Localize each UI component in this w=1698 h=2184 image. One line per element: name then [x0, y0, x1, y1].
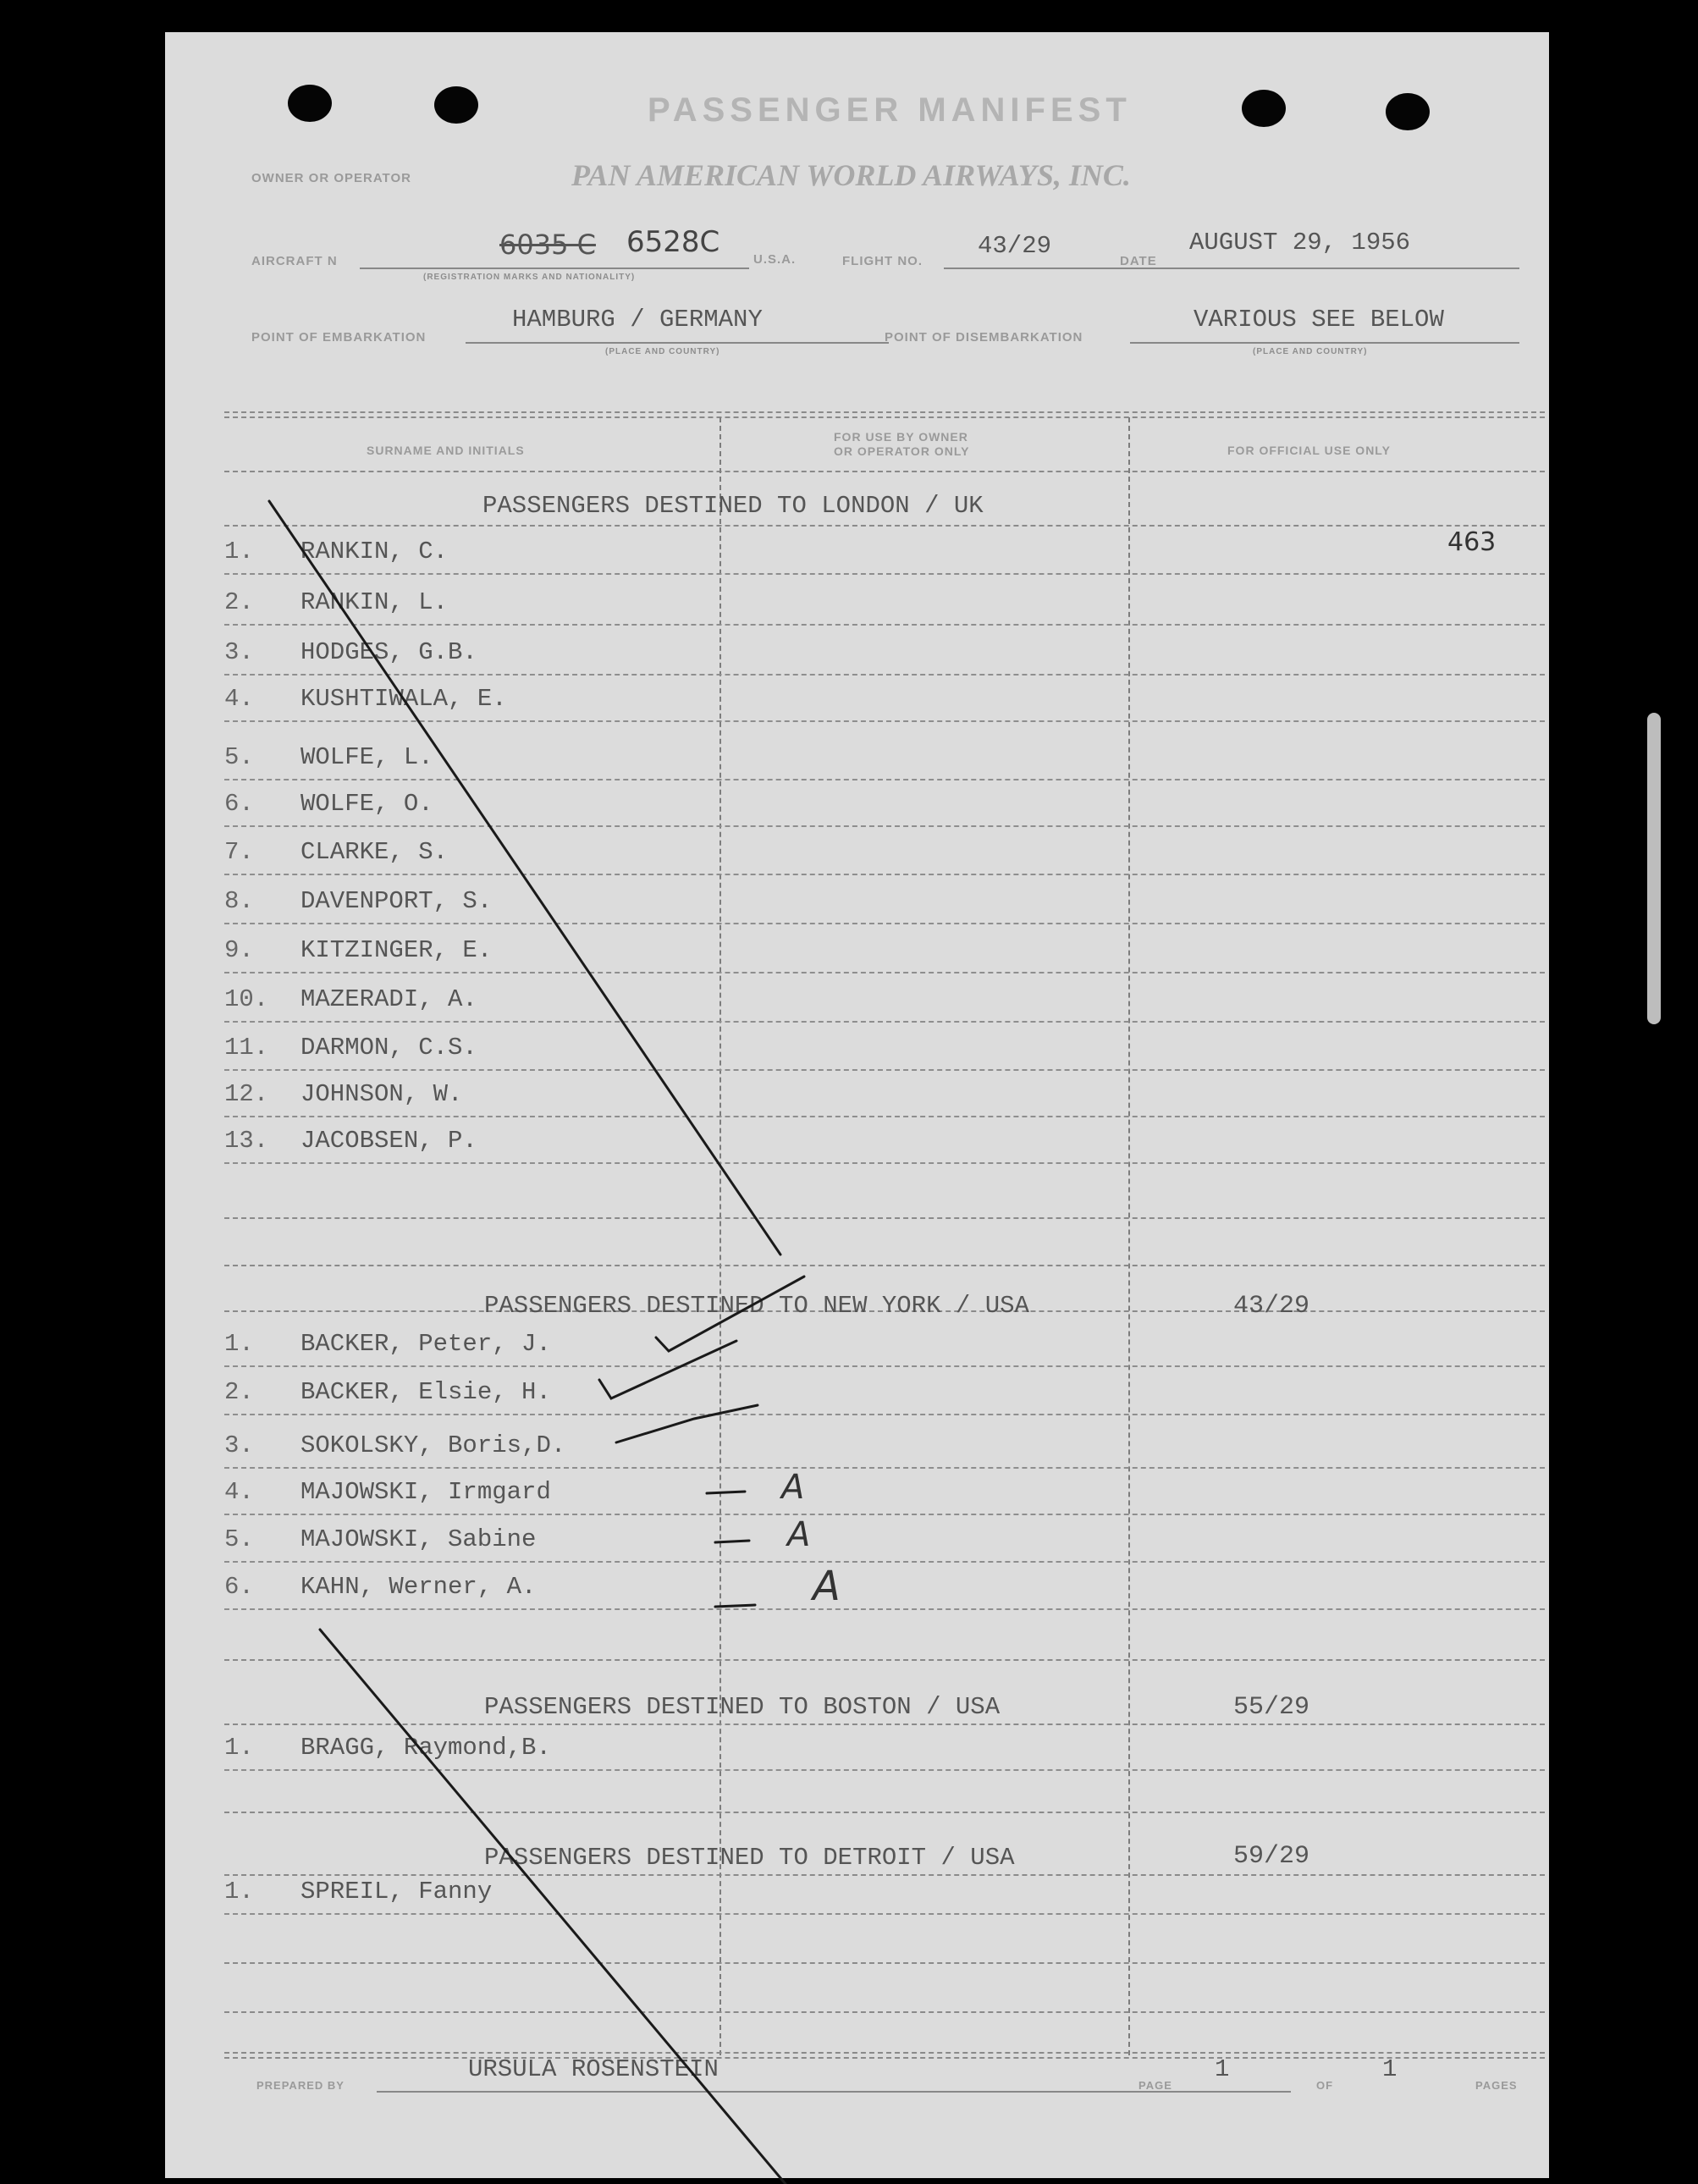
- section-title-newyork: PASSENGERS DESTINED TO NEW YORK / USA: [484, 1292, 1029, 1320]
- row-number: 5.: [224, 743, 254, 771]
- aircraft-struck: 6035 C: [499, 229, 596, 261]
- prepared-label: PREPARED BY: [256, 2079, 345, 2092]
- passenger-name: BRAGG, Raymond,B.: [300, 1734, 551, 1762]
- row-number: 2.: [224, 588, 254, 616]
- embark-value: HAMBURG / GERMANY: [512, 306, 763, 334]
- embark-label: POINT OF EMBARKATION: [251, 330, 427, 345]
- disembark-value: VARIOUS SEE BELOW: [1194, 306, 1444, 334]
- col-official-header: FOR OFFICIAL USE ONLY: [1227, 444, 1391, 457]
- col-owner-header-2: OR OPERATOR ONLY: [834, 444, 970, 458]
- passenger-name: JACOBSEN, P.: [300, 1127, 477, 1155]
- handwritten-mark: A: [787, 1515, 811, 1554]
- aircraft-value: 6528C: [626, 225, 720, 259]
- prepared-value: URSULA ROSENSTEIN: [468, 2055, 719, 2083]
- section-title-detroit: PASSENGERS DESTINED TO DETROIT / USA: [484, 1844, 1015, 1872]
- date-label: DATE: [1120, 254, 1157, 268]
- strike-line-london: [269, 501, 780, 1255]
- passenger-name: DARMON, C.S.: [300, 1034, 477, 1062]
- flight-label: FLIGHT NO.: [842, 254, 923, 268]
- of-label: OF: [1316, 2079, 1334, 2092]
- handwritten-mark: A: [813, 1563, 841, 1610]
- row-number: 6.: [224, 790, 254, 818]
- section-flight-boston: 55/29: [1233, 1693, 1310, 1722]
- passenger-name: SPREIL, Fanny: [300, 1878, 493, 1905]
- handwritten-mark: A: [781, 1468, 805, 1507]
- row-number: 5.: [224, 1525, 254, 1553]
- passenger-name: DAVENPORT, S.: [300, 887, 493, 915]
- form-title: PASSENGER MANIFEST: [648, 91, 1132, 129]
- passenger-name: HODGES, G.B.: [300, 638, 477, 666]
- embark-sublabel: (PLACE AND COUNTRY): [605, 347, 720, 356]
- passenger-name: MAZERADI, A.: [300, 985, 477, 1013]
- passenger-name: KUSHTIWALA, E.: [300, 685, 507, 713]
- flight-value: 43/29: [978, 232, 1052, 260]
- section-flight-newyork: 43/29: [1233, 1292, 1310, 1321]
- row-number: 1.: [224, 1878, 254, 1905]
- col-owner-header-1: FOR USE BY OWNER: [834, 430, 968, 444]
- row-number: 9.: [224, 936, 254, 964]
- usa-label: U.S.A.: [753, 252, 797, 267]
- check-mark: [616, 1405, 758, 1442]
- row-number: 3.: [224, 638, 254, 666]
- passenger-name: RANKIN, C.: [300, 538, 449, 565]
- aircraft-sublabel: (REGISTRATION MARKS AND NATIONALITY): [423, 273, 636, 282]
- passenger-name: MAJOWSKI, Irmgard: [300, 1478, 551, 1506]
- dash-mark: [715, 1541, 749, 1542]
- strike-line-lower: [320, 1630, 786, 2184]
- row-number: 2.: [224, 1378, 254, 1406]
- passenger-name: MAJOWSKI, Sabine: [300, 1525, 537, 1553]
- owner-label: OWNER OR OPERATOR: [251, 171, 411, 185]
- page-label: PAGE: [1138, 2079, 1172, 2092]
- row-number: 4.: [224, 685, 254, 713]
- aircraft-label: AIRCRAFT N: [251, 254, 338, 268]
- passenger-name: RANKIN, L.: [300, 588, 449, 616]
- row-number: 6.: [224, 1573, 254, 1601]
- dash-mark: [715, 1605, 755, 1607]
- passenger-name: BACKER, Elsie, H.: [300, 1378, 551, 1406]
- row-number: 4.: [224, 1478, 254, 1506]
- pages-label: PAGES: [1475, 2079, 1518, 2092]
- passenger-name: JOHNSON, W.: [300, 1080, 463, 1108]
- row-number: 1.: [224, 1330, 254, 1358]
- official-note: 463: [1447, 527, 1497, 557]
- section-flight-detroit: 59/29: [1233, 1842, 1310, 1871]
- row-number: 12.: [224, 1080, 269, 1108]
- passenger-name: WOLFE, L.: [300, 743, 433, 771]
- passenger-name: WOLFE, O.: [300, 790, 433, 818]
- row-number: 1.: [224, 1734, 254, 1762]
- row-number: 8.: [224, 887, 254, 915]
- row-number: 10.: [224, 985, 269, 1013]
- passenger-name: BACKER, Peter, J.: [300, 1330, 551, 1358]
- owner-value: PAN AMERICAN WORLD AIRWAYS, INC.: [571, 158, 1131, 192]
- row-number: 1.: [224, 538, 254, 565]
- dash-mark: [707, 1492, 745, 1493]
- of-value: 1: [1382, 2055, 1398, 2083]
- row-number: 11.: [224, 1034, 269, 1062]
- passenger-name: KAHN, Werner, A.: [300, 1573, 537, 1601]
- section-title-boston: PASSENGERS DESTINED TO BOSTON / USA: [484, 1693, 1001, 1721]
- disembark-sublabel: (PLACE AND COUNTRY): [1253, 347, 1368, 356]
- passenger-name: KITZINGER, E.: [300, 936, 493, 964]
- row-number: 13.: [224, 1127, 269, 1155]
- section-title-london: PASSENGERS DESTINED TO LONDON / UK: [482, 492, 984, 520]
- date-value: AUGUST 29, 1956: [1189, 229, 1411, 256]
- check-mark: [656, 1277, 804, 1351]
- row-number: 7.: [224, 838, 254, 866]
- page-value: 1: [1215, 2055, 1230, 2083]
- disembark-label: POINT OF DISEMBARKATION: [885, 330, 1083, 345]
- row-number: 3.: [224, 1431, 254, 1459]
- col-surname-header: SURNAME AND INITIALS: [367, 444, 525, 457]
- passenger-name: CLARKE, S.: [300, 838, 449, 866]
- passenger-name: SOKOLSKY, Boris,D.: [300, 1431, 566, 1459]
